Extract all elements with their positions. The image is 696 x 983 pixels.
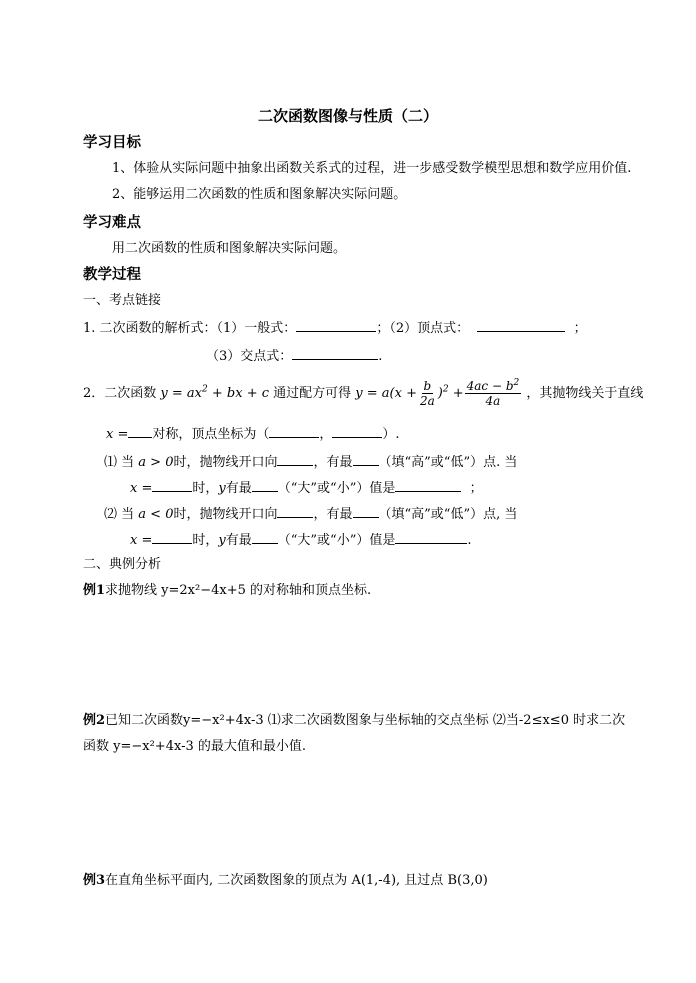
goal-item-2: 2、能够运用二次函数的性质和图象解决实际问题。	[112, 187, 407, 202]
case-2-open-text: 时，抛物线开口向	[173, 507, 278, 522]
case-1-x-equals: x =	[130, 481, 153, 496]
example-2-label: 例2	[83, 713, 106, 728]
example-2-text: 已知二次函数y=−x²+4x-3 ⑴求二次函数图象与坐标轴的交点坐标 ⑵当-2≤x≤0 时求二次	[105, 713, 626, 728]
case-1-value-text: （“大”或“小”）值是	[277, 481, 396, 496]
case-1-y: y	[218, 481, 226, 496]
part-two-heading: 二、典例分析	[83, 557, 162, 572]
q1-semicolon: ；	[573, 321, 587, 336]
vertex-coord-label: 对称，顶点坐标为（	[152, 427, 270, 442]
example-1	[83, 582, 371, 600]
blank-intercept-form[interactable]	[292, 346, 378, 360]
blank-case1-direction[interactable]	[277, 452, 313, 466]
case-1-hint: （填“高”或“低”）点. 当	[378, 455, 518, 470]
q2-label: 2．二次函数	[83, 386, 157, 401]
case-2-end: .	[467, 533, 472, 548]
case-2-line-2	[130, 530, 471, 550]
case-2-has-extreme: 有最	[225, 533, 252, 548]
q1-label: 1. 二次函数的解析式：（1）一般式：	[83, 321, 297, 336]
question-2-line-2	[106, 424, 400, 444]
q2-axis-text: ，其抛物线关于直线	[526, 386, 644, 401]
case-2-hint: （填“高”或“低”）点, 当	[378, 507, 518, 522]
blank-case1-point[interactable]	[353, 452, 379, 466]
case-1-label: ⑴ 当	[104, 455, 135, 470]
q1-period: .	[378, 349, 383, 364]
case-1-condition: a > 0	[138, 455, 174, 470]
example-3-label: 例3	[83, 873, 106, 888]
blank-vertex-x[interactable]	[269, 424, 319, 438]
case-2-x-equals: x =	[130, 533, 153, 548]
case-1-when: 时，	[192, 481, 219, 496]
case-1-line-2	[130, 478, 483, 498]
blank-case2-x[interactable]	[152, 530, 192, 544]
blank-case2-maxmin[interactable]	[252, 530, 278, 544]
q2-complete-square-text: 通过配方可得	[273, 386, 352, 401]
example-2-line-1	[83, 712, 625, 730]
blank-case2-direction[interactable]	[277, 504, 313, 518]
axis-x-equals: x =	[106, 427, 129, 442]
case-1-has-extreme: 有最	[225, 481, 252, 496]
case-1-end: ；	[469, 481, 483, 496]
example-1-text: 求抛物线 y=2x²−4x+5 的对称轴和顶点坐标.	[105, 583, 372, 598]
comma: ，	[319, 427, 333, 442]
case-2-extreme-text: ，有最	[313, 507, 353, 522]
case-1-extreme-text: ，有最	[313, 455, 353, 470]
case-2-line-1	[104, 504, 517, 524]
question-2-line-1	[83, 374, 643, 414]
case-1-open-text: 时，抛物线开口向	[173, 455, 278, 470]
q1-intercept-label: （3）交点式：	[206, 349, 293, 364]
fraction-b-over-2a: $\frac{b}{2a}$	[419, 379, 435, 408]
case-2-label: ⑵ 当	[104, 507, 135, 522]
heading-difficulties: 学习难点	[83, 214, 141, 231]
case-2-value-text: （“大”或“小”）值是	[277, 533, 396, 548]
page-title: 二次函数图像与性质（二）	[257, 107, 438, 125]
example-3	[83, 872, 488, 890]
case-1-line-1	[104, 452, 517, 472]
example-2-line-2: 函数 y=−x²+4x-3 的最大值和最小值.	[83, 739, 306, 754]
blank-vertex-form[interactable]	[477, 318, 565, 332]
blank-case1-x[interactable]	[152, 478, 192, 492]
difficulty-text: 用二次函数的性质和图象解决实际问题。	[112, 241, 347, 256]
heading-process: 教学过程	[83, 266, 141, 283]
example-3-text: 在直角坐标平面内, 二次函数图象的顶点为 A(1,-4), 且过点 B(3,0)	[105, 873, 488, 888]
blank-case2-value[interactable]	[395, 530, 467, 544]
heading-learning-goals: 学习目标	[83, 134, 141, 151]
question-1-line-2	[206, 346, 382, 366]
case-2-y: y	[218, 533, 226, 548]
q2-vertex-formula: y = a(x + $\frac{b}{2a}$ )$^2$ + $\frac{4ac - b^2}{4a}$	[355, 378, 520, 408]
fraction-discriminant: $\frac{4ac - b^2}{4a}$	[466, 378, 520, 408]
q1-vertex-label: ；（2）顶点式：	[376, 321, 470, 336]
case-2-condition: a < 0	[138, 507, 174, 522]
example-1-label: 例1	[83, 583, 106, 598]
q2-general-formula: $y = ax^2$ + bx + c	[160, 384, 269, 401]
blank-case2-point[interactable]	[353, 504, 379, 518]
close-paren: ）.	[382, 427, 400, 442]
blank-case1-maxmin[interactable]	[252, 478, 278, 492]
blank-case1-value[interactable]	[395, 478, 461, 492]
blank-general-form[interactable]	[296, 318, 376, 332]
blank-vertex-y[interactable]	[332, 424, 382, 438]
part-one-heading: 一、考点链接	[83, 293, 162, 308]
question-1-line-1	[83, 318, 587, 338]
case-2-when: 时，	[192, 533, 219, 548]
blank-axis[interactable]	[128, 424, 152, 438]
goal-item-1: 1、体验从实际问题中抽象出函数关系式的过程，进一步感受数学模型思想和数学应用价值.	[112, 161, 632, 176]
